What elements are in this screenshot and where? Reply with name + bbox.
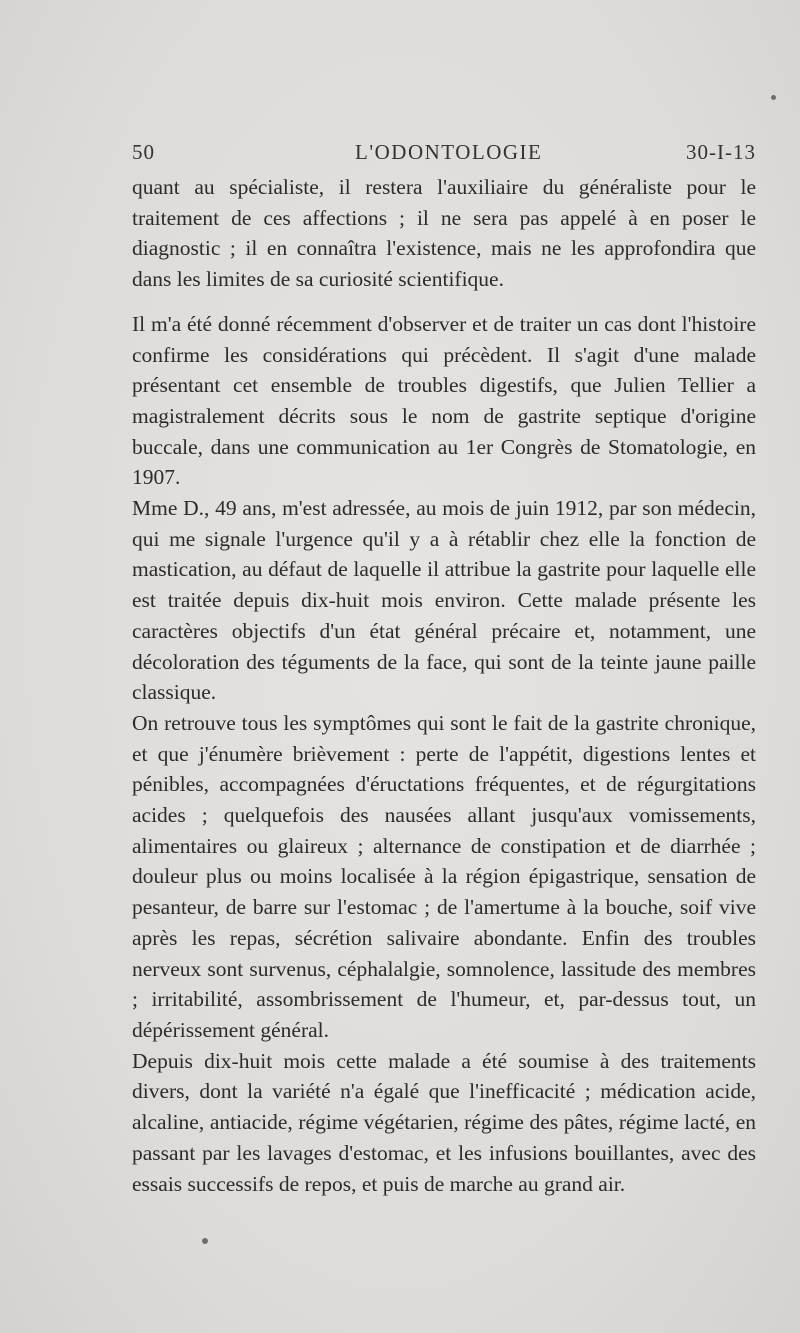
paragraph-5: Depuis dix-huit mois cette malade a été soumise à des traitements divers, dont la variété n'a égalé que l'inefficacité ; médication acide, alcaline, antiacide, régime végétarien, régime des pâtes, régime lacté, en passant par les lavages d'estomac, et les infusions bouillantes, avec des essais successifs de repos, et puis de marche au grand air. [132,1048,756,1196]
page-number: 50 [132,140,155,164]
body-text [132,172,756,1199]
paragraph-4: On retrouve tous les symptômes qui sont le fait de la gastrite chronique, et que j'énumère brièvement : perte de l'appétit, digestions lentes et pénibles, accompagnées d'éructations fréquentes, et de régurgitations acides ; quelquefois des nausées allant jusqu'aux vomissements, alimentaires ou glaireux ; alternance de constipation et de diarrhée ; douleur plus ou moins localisée à la région épigastrique, sensation de pesanteur, de barre sur l'estomac ; de l'amertume à la bouche, soif vive après les repas, sécrétion salivaire abondante. Enfin des troubles nerveux sont survenus, céphalalgie, somnolence, lassitude des membres ; irritabilité, assombrissement de l'humeur, et, par-dessus tout, un dépérissement général. [132,710,756,1042]
ink-speck [202,1238,208,1244]
paragraph-1: quant au spécialiste, il restera l'auxiliaire du généraliste pour le traitement de ces affections ; il ne sera pas appelé à en poser le diagnostic ; il en connaîtra l'existence, mais ne les approfondira que dans les limites de sa curiosité scientifique. [132,175,756,292]
paragraph-2: Il m'a été donné récemment d'observer et de traiter un cas dont l'histoire confirme les considérations qui précèdent. Il s'agit d'une malade présentant cet ensemble de troubles digestifs, que Julien Tellier a magistralement décrits sous le nom de gastrite septique d'origine buccale, dans une communication au 1er Congrès de Stomatologie, en 1907. [132,311,756,490]
issue-date: 30-I-13 [686,140,756,164]
paragraph-3: Mme D., 49 ans, m'est adressée, au mois de juin 1912, par son médecin, qui me signale l'urgence qu'il y a à rétablir chez elle la fonction de mastication, au défaut de laquelle il attribue la gastrite pour laquelle elle est traitée depuis dix-huit mois environ. Cette malade présente les caractères objectifs d'un état général précaire et, notamment, une décoloration des téguments de la face, qui sont de la teinte jaune paille classique. [132,496,756,705]
journal-title: L'ODONTOLOGIE [355,140,543,164]
ink-speck [771,95,776,100]
running-header [132,140,756,170]
